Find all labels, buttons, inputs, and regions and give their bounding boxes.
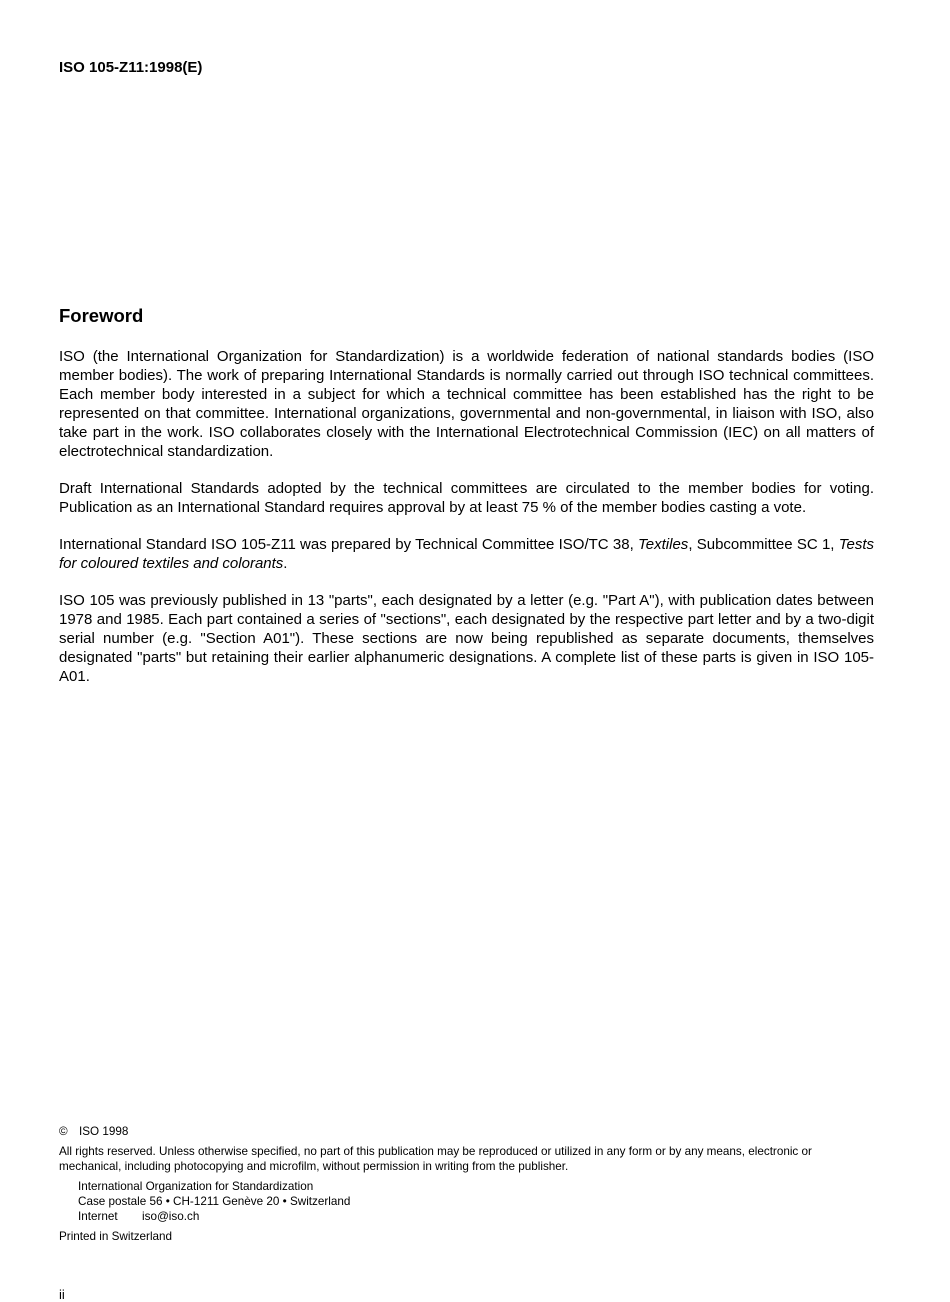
copyright-line: [59, 1124, 874, 1139]
paragraph-3-text-c: .: [283, 555, 288, 572]
org-name: International Organization for Standardization: [78, 1180, 314, 1193]
page-number: ii: [59, 1287, 65, 1302]
org-address: Case postale 56 • CH-1211 Genève 20 • Switzerland: [78, 1195, 351, 1208]
foreword-paragraph-4: ISO 105 was previously published in 13 "parts", each designated by a letter (e.g. "Part A"), with publication dates between 1978 and 1985. Each part contained a series of "sections", each designated by the respective part letter and by a two-digit serial number (e.g. "Section A01"). These sections are now being republished as separate documents, themselves designated "parts" but retaining their earlier alphanumeric designations. A complete list of these parts is given in ISO 105-A01.: [59, 592, 874, 685]
paragraph-3-text-b: , Subcommittee SC 1,: [688, 536, 839, 553]
printed-in: Printed in Switzerland: [59, 1230, 173, 1243]
subcommittee-title: Tests for coloured textiles and colorants: [59, 536, 875, 572]
rights-notice: All rights reserved. Unless otherwise specified, no part of this publication may be reproduced or utilized in any form or by any means, electronic or mechanical, including photocopying and microfilm, without permission in writing from the publisher.: [59, 1145, 812, 1173]
copyright-icon: ©: [59, 1125, 68, 1138]
foreword-body: [59, 347, 874, 686]
copyright-text: ISO 1998: [79, 1125, 129, 1138]
publisher-address: [59, 1179, 874, 1224]
committee-title: Textiles: [638, 536, 689, 553]
document-id: ISO 105-Z11:1998(E): [59, 59, 203, 76]
foreword-heading: Foreword: [59, 305, 144, 326]
foreword-paragraph-1: ISO (the International Organization for Standardization) is a worldwide federation of national standards bodies (ISO member bodies). The work of preparing International Standards is normally carried out through ISO technical committees. Each member body interested in a subject for which a technical committee has been established has the right to be represented on that committee. International organizations, governmental and non-governmental, in liaison with ISO, also take part in the work. ISO collaborates closely with the International Electrotechnical Commission (IEC) on all matters of electrotechnical standardization.: [59, 348, 874, 460]
internet-line: [78, 1209, 874, 1224]
internet-email: iso@iso.ch: [142, 1210, 200, 1223]
copyright-footer: [59, 1124, 874, 1244]
foreword-paragraph-2: Draft International Standards adopted by the technical committees are circulated to the member bodies for voting. Publication as an International Standard requires approval by at least 75 % of the member bodies casting a vote.: [59, 480, 874, 516]
foreword-paragraph-3: [59, 535, 874, 573]
internet-label: Internet: [78, 1210, 118, 1223]
paragraph-3-text-a: International Standard ISO 105-Z11 was prepared by Technical Committee ISO/TC 38,: [59, 536, 638, 553]
